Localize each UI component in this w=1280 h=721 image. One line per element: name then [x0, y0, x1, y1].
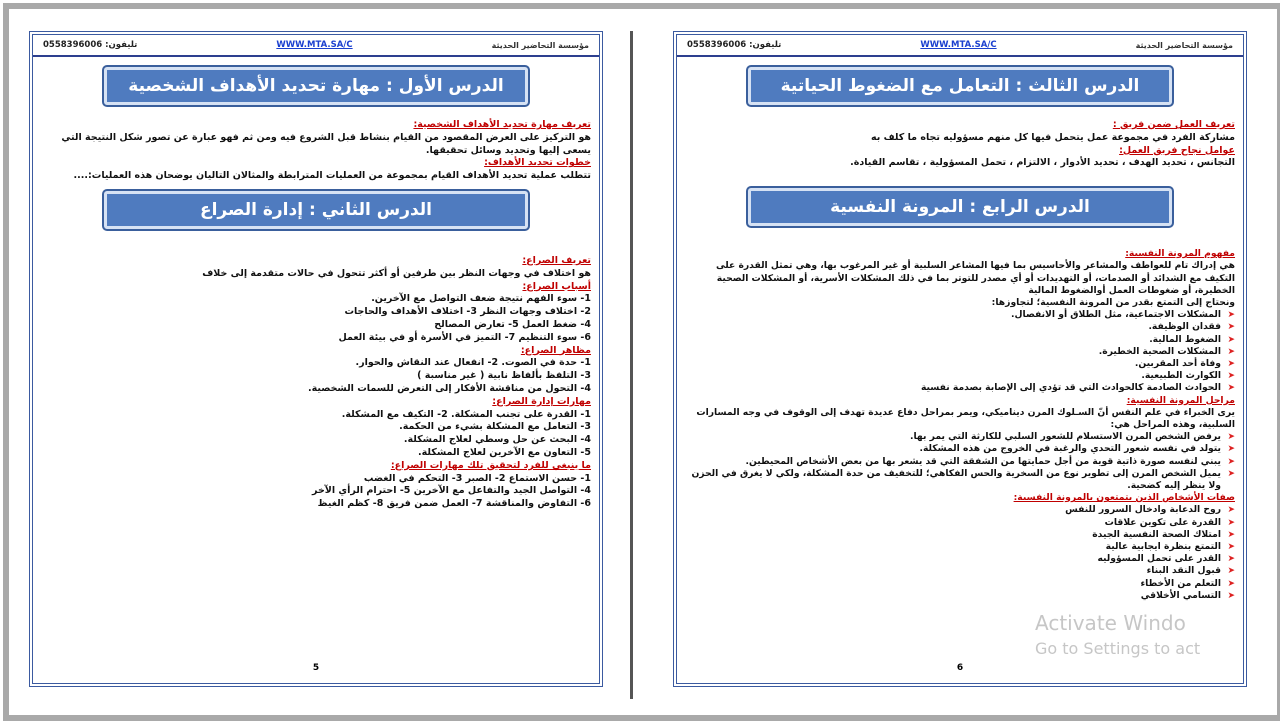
list-item: 1- القدرة على تجنب المشكلة. 2- التكيف مع المشكلة. [341, 408, 591, 420]
header-website-link[interactable]: WWW.MTA.SA/C [276, 40, 353, 50]
paragraph: التجانس ، تحديد الهدف ، تحديد الأدوار ، الالتزام ، تحمل المسؤولية ، تقاسم القيادة. [850, 157, 1235, 169]
heading: مظاهر الصراع: [520, 344, 591, 356]
list-item: 3- التلفظ بألفاظ نابية ( غير مناسبة ) [417, 370, 591, 382]
paragraph: تتطلب عملية تحديد الأهداف القيام بمجموعة من العمليات المترابطة والمثالان التاليان يوضحان هذه العمليات:.... [73, 170, 591, 182]
list-item: 3- التعامل مع المشكلة بشيء من الحكمة. [399, 421, 591, 433]
list-item: 4- ضغط العمل 5- تعارض المصالح [434, 318, 591, 330]
list-item: 6- سوء التنظيم 7- التميز في الأسرة أو في بيئة العمل [338, 331, 591, 343]
watermark-line-2: Go to Settings to act [1035, 639, 1201, 658]
bullet-item: ➤ قبول النقد البناء [685, 565, 1235, 577]
lesson-1-content [33, 119, 599, 183]
bullet-item: ➤ التمتع بنظرة ايجابية عالية [685, 541, 1235, 553]
lesson-4-content [677, 248, 1243, 602]
list-item: 2- اختلاف وجهات النظر 3- اختلاف الأهداف والحاجات [344, 306, 591, 318]
heading: مهارات إدارة الصراع: [492, 395, 591, 407]
paragraph: هو التركيز على العرض المقصود من القيام بنشاط قبل الشروع فيه ومن ثم فهو عبارة عن تصور شكل النتيجة التي يسعى إليها وتحديد وسائل تحقيقها. [61, 131, 591, 156]
bullet-item: ➤ يتولد في نفسه شعور التحدي والرغبة في الخروج من هذه المشكلة. [685, 443, 1235, 455]
lesson-3-content [677, 119, 1243, 170]
bullet-item: ➤ القدرة على تكوين علاقات [685, 517, 1235, 529]
spread-divider [630, 31, 633, 699]
activate-windows-watermark [1035, 610, 1200, 662]
watermark-line-1: Activate Windo [1035, 611, 1186, 635]
header-phone: تليفون: 0558396006 [43, 40, 138, 50]
bullet-item: ➤ الحوادث الصادمة كالحوادث التي قد تؤدي إلى الإصابة بصدمة نفسية [685, 382, 1235, 394]
heading: مراحل المرونة النفسية: [1126, 394, 1235, 406]
header-phone: تليفون: 0558396006 [687, 40, 782, 50]
lesson-4-title-banner: الدرس الرابع : المرونة النفسية [748, 188, 1172, 226]
list-item: 4- التحول من مناقشة الأفكار إلى التعرض للسمات الشخصية. [307, 382, 591, 394]
list-item: 1- حدة في الصوت. 2- انفعال عند النقاش والحوار. [355, 357, 591, 369]
bullet-item: ➤ يميل الشخص المرن إلى تطوير نوع من السخرية والحس الفكاهي؛ للتخفيف من حدة المشكلة، ولكي لا يغرق في الحزن ولا ينظر إليه كضحية. [685, 468, 1235, 492]
list-item: 5- التعاون مع الآخرين لعلاج المشكلة. [418, 446, 591, 458]
lesson-3-title-banner: الدرس الثالث : التعامل مع الضغوط الحياتية [748, 67, 1172, 105]
header-website-link[interactable]: WWW.MTA.SA/C [920, 40, 997, 50]
list-item: 1- حسن الاستماع 2- الصبر 3- التحكم في الغضب [363, 472, 591, 484]
list-item: 4- التواصل الجيد والتفاعل مع الآخرين 5- احترام الرأي الآخر [312, 485, 591, 497]
page-number: 6 [956, 663, 964, 673]
bullet-item: ➤ فقدان الوظيفة. [685, 321, 1235, 333]
lesson-2-title-banner: الدرس الثاني : إدارة الصراع [104, 191, 528, 229]
bullet-item: ➤ التسامي الأخلاقي [685, 590, 1235, 602]
bullet-item: ➤ المشكلات الصحية الخطيرة. [685, 346, 1235, 358]
page-header [677, 35, 1243, 57]
list-item: 1- سوء الفهم نتيجة ضعف التواصل مع الآخرين. [371, 293, 591, 305]
paragraph: هي إدراك تام للعواطف والمشاعر والأحاسيس بما فيها المشاعر السلبية أو غير المرغوب بها، وهي تمثل القدرة على التكيف مع الشدائد أو الصدمات، أو التهديدات أو أي مصدر للتوتر بما في ذلك المشكلات الأسرية، أو المشكلات الصحية الخطيرة، أو ضغوطات العمل أوالضغوط المالية [715, 260, 1235, 296]
heading: تعريف الصراع: [522, 254, 591, 266]
bullet-item: ➤ القدر على تحمل المسؤوليه [685, 553, 1235, 565]
paragraph: مشاركة الفرد في مجموعة عمل يتحمل فيها كل منهم مسؤوليه تجاه ما كلف به [870, 131, 1235, 143]
bullet-item: ➤ الكوارث الطبيعية. [685, 370, 1235, 382]
heading: عوامل نجاح فريق العمل: [1119, 144, 1235, 156]
paragraph: يرى الخبراء في علم النفس أنّ السـلوك المرن ديناميكي، ويمر بمراحل دفاع عديدة تهدف إلى الوقوف في وجه المسارات السلبية، وهذه المراحل هي: [696, 406, 1235, 431]
list-item: 6- التفاوض والمناقشة 7- العمل ضمن فريق 8- كظم الغيظ [317, 498, 591, 510]
header-org: مؤسسة التحاضير الحديثة [1135, 40, 1233, 50]
lesson-1-title-banner: الدرس الأول : مهارة تحديد الأهداف الشخصية [104, 67, 528, 105]
heading: مفهوم المرونة النفسية: [1125, 248, 1235, 260]
paragraph: هو اختلاف في وجهات النظر بين طرفين أو أكثر تتحول في حالات متقدمة إلى خلاف [202, 267, 591, 279]
paragraph: ونحتاج إلى التمتع بقدر من المرونة النفسية؛ لتجاوزها: [991, 297, 1235, 308]
heading: ما ينبغي للفرد لتحقيق تلك مهارات الصراع: [390, 459, 591, 471]
heading: تعريف مهارة تحديد الأهداف الشخصية: [413, 119, 591, 130]
bullet-item: ➤ يرفض الشخص المرن الاستسلام للشعور السلبي للكارثة التي يمر بها. [685, 431, 1235, 443]
page-6 [673, 31, 1247, 687]
book-spread [19, 31, 1261, 691]
bullet-item: ➤ الضغوط المالية. [685, 334, 1235, 346]
heading: أسباب الصراع: [522, 280, 591, 292]
list-item: 4- البحث عن حل وسطي لعلاج المشكلة. [403, 434, 591, 446]
header-org: مؤسسة التحاضير الحديثة [491, 40, 589, 50]
bullet-item: ➤ روح الدعابة وادخال السرور للنفس [685, 504, 1235, 516]
heading: تعريف العمل ضمن فريق : [1112, 119, 1235, 130]
page-5 [29, 31, 603, 687]
lesson-2-content [33, 255, 599, 511]
heading: صفات الأشخاص الذين يتمتعون بالمرونة النفسية: [1013, 492, 1235, 504]
page-number: 5 [312, 663, 320, 673]
bullet-item: ➤ يبني لنفسه صورة ذاتية قوية من أجل حمايتها من الشفقة التي قد يشعر بها من بعض الأشخاص المحيطين. [685, 456, 1235, 468]
bullet-item: ➤ امتلاك الصحة النفسية الجيدة [685, 529, 1235, 541]
bullet-item: ➤ التعلم من الأخطاء [685, 578, 1235, 590]
bullet-item: ➤ وفاة أحد المقربين. [685, 358, 1235, 370]
page-header [33, 35, 599, 57]
bullet-item: ➤ المشكلات الاجتماعية، مثل الطلاق أو الانفصال. [685, 309, 1235, 321]
heading: خطوات تحديد الأهداف: [484, 157, 591, 169]
